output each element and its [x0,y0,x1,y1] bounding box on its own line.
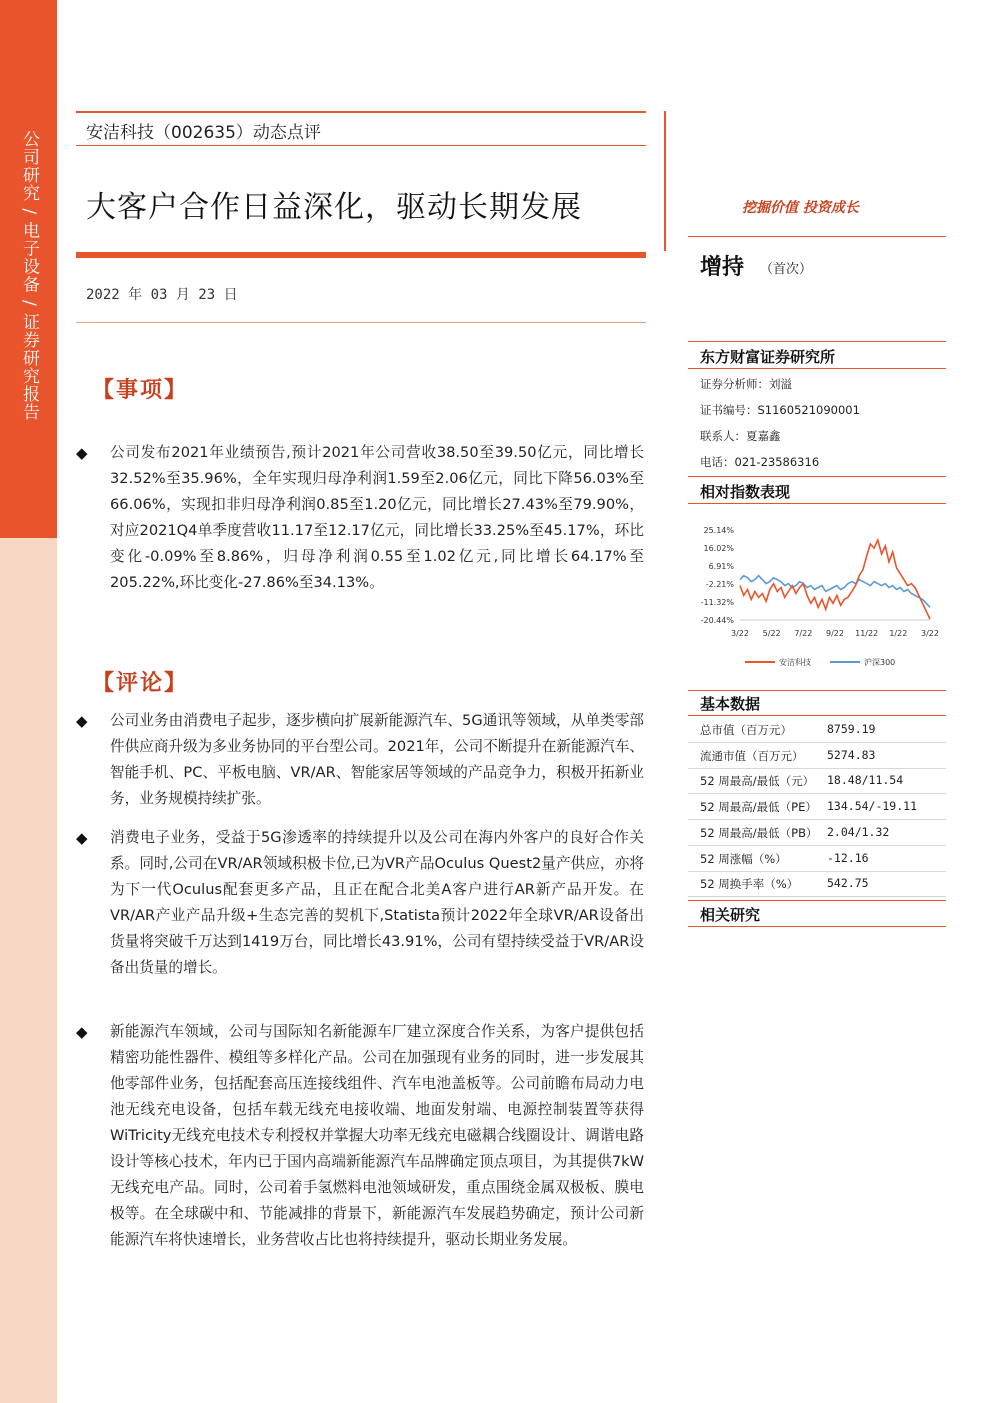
basic-rule-bottom [688,715,946,716]
cert-number: 证书编号：S1160521090001 [700,403,860,417]
basic-data-value: 134.54/-19.11 [827,799,918,814]
y-tick-label: -11.32% [700,598,734,607]
page-title: 大客户合作日益深化，驱动长期发展 [86,190,582,225]
diamond-bullet-icon: ◆ [76,444,88,462]
chart-svg [690,512,946,672]
phone: 电话：021-23586316 [700,455,820,469]
diamond-bullet-icon: ◆ [76,712,88,730]
x-tick-label: 7/22 [794,629,813,638]
basic-data-label: 52 周涨幅（%） [700,851,787,866]
section-heading-comment: 【评论】 [92,671,189,696]
comment-paragraph-1: 公司业务由消费电子起步，逐步横向扩展新能源汽车、5G通讯等领域，从单类零部件供应商升级为多业务协同的平台型公司。2021年，公司不断提升在新能源汽车、智能手机、PC、平板电脑、VR/AR、智能家居等领域的产品竞争力，积极开拓新业务，业务规模持续扩张。 [110,712,644,807]
basic-data-label: 52 周换手率（%） [700,877,799,892]
row-divider [688,742,946,743]
diamond-bullet-icon: ◆ [76,1023,88,1041]
row-divider [688,896,946,897]
row-divider [688,845,946,846]
related-rule [688,900,946,901]
basic-data-value: 18.48/11.54 [827,773,904,788]
sidebar-band-light [0,538,57,1403]
header-rule-mid [76,145,646,146]
basic-data-value: 542.75 [827,876,869,891]
chart-rule-bottom [688,503,946,504]
institute-rule-bottom [688,368,946,369]
institute-name: 东方财富证券研究所 [700,348,836,366]
comment-paragraph-3: 新能源汽车领域，公司与国际知名新能源车厂建立深度合作关系，为客户提供包括精密功能性器件、模组等多样化产品。公司在加强现有业务的同时，进一步发展其他零部件业务，包括配套高压连接线组件、汽车电池盖板等。公司前瞻布局动力电池无线充电设备，包括车载无线充电接收端、地面发射端、电源控制装置等获得WiTricity无线充电技术专利授权并掌握大功率无线充电磁耦合线圈设计、调谐电路设计等核心技术，年内已于国内高端新能源汽车品牌确定顶点项目，为其提供7kW无线充电产品。同时，公司着手氢燃料电池领域研发，重点围绕金属双极板、膜电极等。在全球碳中和、节能减排的背景下，新能源汽车发展趋势确定，预计公司新能源汽车将快速增长，业务营收占比也将持续提升，驱动长期业务发展。 [110,1023,644,1248]
institute-rule [688,341,946,342]
series-line-stock [740,540,930,619]
y-tick-label: 6.91% [708,562,734,571]
basic-data-value: 8759.19 [827,722,876,736]
basic-data-value: -12.16 [827,850,869,865]
basic-data-label: 总市值（百万元） [700,723,792,737]
slogan: 挖掘价值 投资成长 [742,200,859,216]
header-rule-vertical [664,111,666,251]
relative-performance-chart [690,512,946,672]
y-tick-label: 25.14% [703,526,734,535]
section-heading-event: 【事项】 [92,378,189,403]
basic-data-value: 5274.83 [827,747,876,762]
report-type: 安洁科技（002635）动态点评 [86,123,321,143]
rating-rule [688,236,946,237]
related-rule-bottom [688,926,946,927]
x-tick-label: 3/22 [731,629,749,638]
x-tick-label: 9/22 [826,629,844,638]
y-tick-label: -20.44% [700,616,734,625]
basic-data-label: 52 周最高/最低（元） [700,774,815,789]
basic-rule [688,690,946,691]
diamond-bullet-icon: ◆ [76,829,88,847]
legend-label: 安洁科技 [779,658,811,667]
chart-rule [688,476,946,477]
analyst: 证券分析师：刘溢 [700,377,792,391]
basic-data-label: 流通市值（百万元） [700,748,804,763]
rating: 增持 [700,255,745,280]
row-divider [688,768,946,769]
x-tick-label: 3/22 [921,629,939,638]
basic-data-label: 52 周最高/最低（PB） [700,825,818,840]
contact: 联系人：夏嘉鑫 [700,429,781,443]
y-tick-label: -2.21% [705,580,734,589]
x-tick-label: 11/22 [855,629,879,638]
legend-label: 沪深300 [864,658,896,667]
row-divider [688,819,946,820]
date-rule [76,322,646,323]
x-tick-label: 1/22 [889,629,908,638]
basic-data-value: 2.04/1.32 [827,824,890,839]
report-date: 2022 年 03 月 23 日 [86,287,238,303]
row-divider [688,871,946,872]
title-rule [76,252,646,258]
y-tick-label: 16.02% [703,544,734,553]
sidebar-category: 公司研究 / 电子设备 / 证券研究报告 [19,130,39,422]
event-paragraph: 公司发布2021年业绩预告,预计2021年公司营收38.50至39.50亿元，同比增长32.52%至35.96%，全年实现归母净利润1.59至2.06亿元，同比下降56.03%至66.06%，实现扣非归母净利润0.85至1.20亿元，同比增长27.43%至79.90%，对应2021Q4单季度营收11.17至12.17亿元，同比增长33.25%至45.17%，环比变化-0.09%至8.86%，归母净利润0.55至1.02亿元,同比增长64.17%至205.22%,环比变化-27.86%至34.13%。 [110,444,644,591]
basic-data-heading: 基本数据 [700,695,761,713]
row-divider [688,793,946,794]
related-research-heading: 相关研究 [700,906,761,924]
x-tick-label: 5/22 [762,629,781,638]
rating-note: （首次） [760,262,813,277]
chart-heading: 相对指数表现 [700,483,791,501]
basic-data-label: 52 周最高/最低（PE） [700,800,817,815]
comment-paragraph-2: 消费电子业务，受益于5G渗透率的持续提升以及公司在海内外客户的良好合作关系。同时,公司在VR/AR领域积极卡位,已为VR产品Oculus Quest2量产供应，亦将为下一代Oculus配套更多产品，且正在配合北美A客户进行AR新产品开发。在VR/AR产业产品升级+生态完善的契机下,Statista预计2022年全球VR/AR设备出货量将突破千万达到1419万台，同比增长43.91%，公司有望持续受益于VR/AR设备出货量的增长。 [110,829,644,976]
header-rule-top [76,111,646,113]
